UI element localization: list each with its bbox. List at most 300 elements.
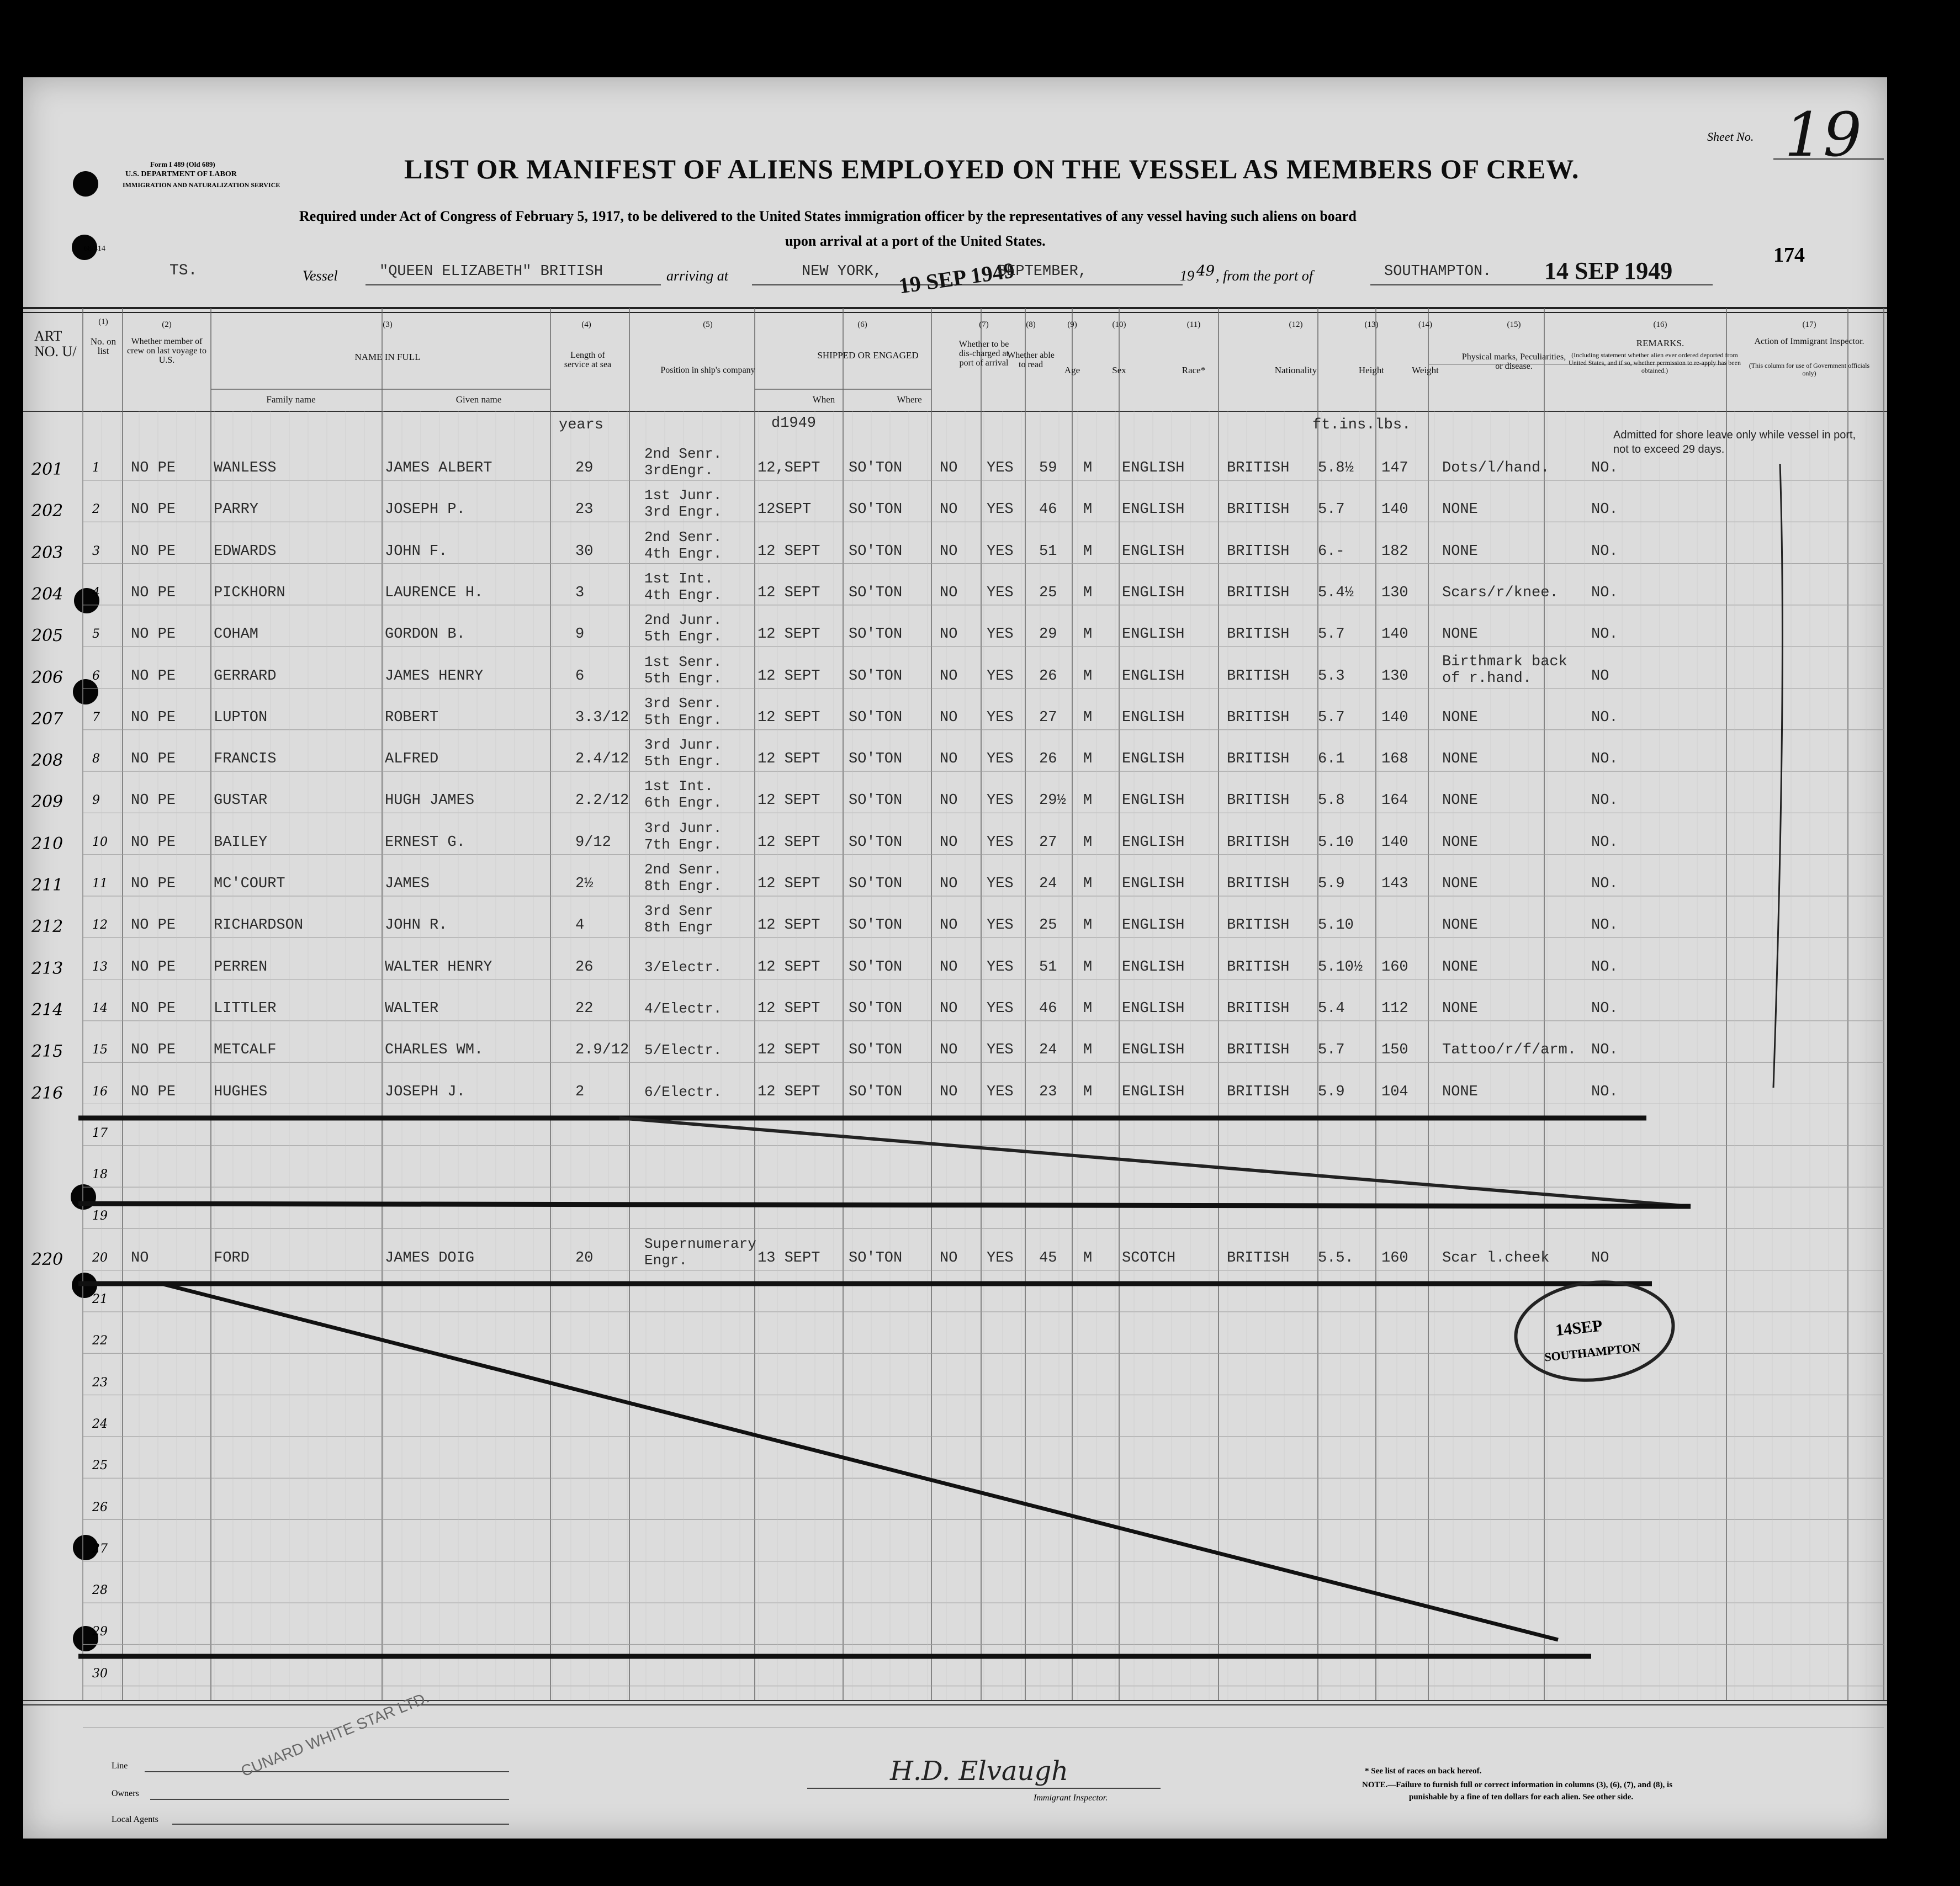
- cell-sex: M: [1083, 460, 1093, 476]
- col-header-15: Physical marks, Peculiarities, or disease.: [1461, 352, 1566, 371]
- cell-remarks: NO.: [1591, 876, 1618, 892]
- agents-label: Local Agents: [112, 1815, 158, 1824]
- col-header-14-number: (14): [1418, 320, 1432, 329]
- cell-shipped-when: 12SEPT: [757, 501, 812, 518]
- cell-family-name: PERREN: [214, 958, 268, 976]
- cell-race: ENGLISH: [1122, 460, 1185, 476]
- cell-position: 1st Senr.: [644, 653, 722, 670]
- cell-family-name: FRANCIS: [214, 751, 277, 768]
- cell-able-to-read: YES: [987, 751, 1014, 768]
- year-suffix: 49: [1196, 263, 1215, 279]
- cell-age: 59: [1039, 460, 1057, 476]
- cell-family-name: LITTLER: [214, 1000, 277, 1017]
- cell-list-number: 24: [92, 1417, 108, 1431]
- cell-position: Supernumerary: [644, 1235, 756, 1252]
- cell-shipped-when: 12 SEPT: [757, 958, 820, 976]
- cell-shipped-when: 13 SEPT: [757, 1249, 820, 1267]
- cell-art-number: 211: [31, 876, 63, 895]
- cell-given-name: JOSEPH J.: [385, 1083, 465, 1100]
- cell-race: ENGLISH: [1122, 501, 1185, 518]
- cell-service-length: 23: [575, 501, 594, 518]
- cell-previous-voyage: NO PE: [131, 667, 176, 685]
- cell-discharge: NO: [940, 460, 958, 476]
- cell-shipped-when: 12 SEPT: [757, 709, 820, 726]
- cell-art-number: 209: [31, 792, 63, 812]
- cell-art-number: 212: [31, 917, 63, 937]
- cell-discharge: NO: [940, 958, 958, 976]
- cell-position-line2: 4th Engr.: [644, 545, 722, 562]
- cell-service-length: 9: [575, 626, 585, 643]
- cell-able-to-read: YES: [987, 667, 1014, 685]
- cell-family-name: HUGHES: [214, 1083, 268, 1100]
- cell-sex: M: [1083, 917, 1093, 934]
- cell-race: SCOTCH: [1122, 1249, 1176, 1267]
- cell-position: 1st Int.: [644, 778, 713, 795]
- cell-shipped-when: 12 SEPT: [757, 834, 820, 851]
- cell-age: 51: [1039, 543, 1057, 560]
- col-header-10: Sex: [1112, 365, 1126, 375]
- cell-list-number: 10: [92, 835, 108, 849]
- col-header-4: Length of service at sea: [564, 351, 612, 369]
- cell-given-name: JOHN R.: [385, 917, 448, 934]
- col-header-1-number: (1): [98, 317, 108, 326]
- cell-service-length: 2½: [575, 876, 594, 892]
- cell-art-number: 206: [31, 667, 63, 687]
- cell-art-number: 213: [31, 958, 63, 978]
- col-header-4-number: (4): [581, 320, 591, 329]
- cell-list-number: 12: [92, 918, 108, 933]
- vessel-prefix: TS.: [169, 262, 198, 279]
- cell-remarks: NO.: [1591, 543, 1618, 560]
- col-header-9-number: (9): [1067, 320, 1077, 329]
- cell-able-to-read: YES: [987, 501, 1014, 518]
- cell-previous-voyage: NO PE: [131, 792, 176, 809]
- col-header-16: REMARKS.: [1636, 338, 1684, 348]
- cell-position-line2: 6th Engr.: [644, 794, 722, 812]
- cell-shipped-when: 12 SEPT: [757, 792, 820, 809]
- cell-position: 3rd Junr.: [644, 737, 722, 754]
- cell-race: ENGLISH: [1122, 709, 1185, 726]
- cell-nationality: BRITISH: [1227, 543, 1290, 560]
- cell-sex: M: [1083, 1000, 1093, 1017]
- cell-list-number: 8: [92, 752, 100, 766]
- cell-list-number: 30: [92, 1666, 108, 1681]
- cancel-stroke: [78, 1204, 1691, 1206]
- cell-weight: 143: [1381, 876, 1408, 892]
- cell-given-name: JOSEPH P.: [385, 501, 465, 518]
- cell-list-number: 1: [92, 461, 100, 475]
- cell-weight: 140: [1381, 834, 1408, 851]
- col-header-art: ART NO. U/: [34, 328, 77, 359]
- cell-nationality: BRITISH: [1227, 792, 1290, 809]
- sheet-label: Sheet No.: [1707, 130, 1754, 144]
- cell-physical-marks-line2: of r.hand.: [1442, 670, 1532, 687]
- from-port-label: , from the port of: [1216, 268, 1313, 284]
- cell-list-number: 26: [92, 1500, 108, 1514]
- cell-height: 5.8½: [1318, 460, 1354, 476]
- arrival-date-stamp: 19 SEP 1949: [897, 257, 1016, 299]
- cell-previous-voyage: NO PE: [131, 834, 176, 851]
- cell-able-to-read: YES: [987, 1249, 1014, 1267]
- cell-weight: 112: [1381, 1000, 1408, 1017]
- cell-weight: 130: [1381, 667, 1408, 685]
- cell-age: 24: [1039, 876, 1057, 892]
- cell-list-number: 16: [92, 1084, 108, 1099]
- cell-given-name: JAMES ALBERT: [385, 460, 492, 476]
- cell-height: 5.7: [1318, 626, 1345, 643]
- cell-position: 5/Electr.: [644, 1042, 722, 1059]
- col-header-3b: Given name: [455, 394, 502, 405]
- cell-physical-marks: NONE: [1442, 1000, 1478, 1017]
- oval-stamp-bottom: SOUTHAMPTON: [1544, 1340, 1641, 1364]
- cell-list-number: 15: [92, 1043, 108, 1057]
- cell-physical-marks: Tattoo/r/f/arm.: [1442, 1042, 1577, 1059]
- cell-remarks: NO.: [1591, 584, 1618, 601]
- cell-given-name: LAURENCE H.: [385, 584, 484, 601]
- cell-given-name: CHARLES WM.: [385, 1042, 484, 1059]
- year-prefix: 19: [1180, 268, 1194, 284]
- cell-previous-voyage: NO PE: [131, 958, 176, 976]
- cell-race: ENGLISH: [1122, 1000, 1185, 1017]
- cell-sex: M: [1083, 501, 1093, 518]
- cell-given-name: JAMES: [385, 876, 430, 892]
- cell-able-to-read: YES: [987, 834, 1014, 851]
- cell-remarks: NO.: [1591, 1042, 1618, 1059]
- cell-shipped-where: SO'TON: [849, 543, 903, 560]
- cell-discharge: NO: [940, 709, 958, 726]
- cell-discharge: NO: [940, 751, 958, 768]
- cell-shipped-where: SO'TON: [849, 917, 903, 934]
- cell-shipped-when: 12 SEPT: [757, 626, 820, 643]
- cell-position-line2: 7th Engr.: [644, 836, 722, 853]
- cell-previous-voyage: NO PE: [131, 709, 176, 726]
- col-header-11: Race*: [1182, 365, 1206, 375]
- cell-position-line2: 5th Engr.: [644, 670, 722, 687]
- cell-previous-voyage: NO PE: [131, 1000, 176, 1017]
- cell-shipped-where: SO'TON: [849, 751, 903, 768]
- cell-remarks: NO.: [1591, 626, 1618, 643]
- cell-physical-marks: Birthmark back: [1442, 653, 1567, 670]
- cell-art-number: 215: [31, 1042, 63, 1062]
- cell-race: ENGLISH: [1122, 543, 1185, 560]
- cell-sex: M: [1083, 792, 1093, 809]
- cell-physical-marks: NONE: [1442, 792, 1478, 809]
- cell-position-line2: 4th Engr.: [644, 586, 722, 603]
- cell-height: 5.3: [1318, 667, 1345, 685]
- cell-physical-marks: NONE: [1442, 1083, 1478, 1100]
- cell-list-number: 4: [92, 585, 100, 600]
- cell-age: 25: [1039, 584, 1057, 601]
- cell-shipped-where: SO'TON: [849, 876, 903, 892]
- cell-family-name: LUPTON: [214, 709, 268, 726]
- cell-sex: M: [1083, 667, 1093, 685]
- col-header-11-number: (11): [1186, 320, 1201, 329]
- col-header-12-number: (12): [1289, 320, 1303, 329]
- cell-remarks: NO: [1591, 1249, 1609, 1267]
- cell-weight: 104: [1381, 1083, 1408, 1100]
- cell-discharge: NO: [940, 584, 958, 601]
- line-underline: [145, 1771, 509, 1772]
- col-header-6b: Where: [897, 394, 922, 405]
- cell-physical-marks: NONE: [1442, 834, 1478, 851]
- cell-service-length: 20: [575, 1249, 594, 1267]
- cell-previous-voyage: NO PE: [131, 584, 176, 601]
- arriving-port: NEW YORK,: [802, 263, 882, 280]
- vessel-label: Vessel: [303, 268, 338, 284]
- cell-weight: 130: [1381, 584, 1408, 601]
- cell-position-line2: Engr.: [644, 1252, 688, 1269]
- cell-nationality: BRITISH: [1227, 917, 1290, 934]
- cell-previous-voyage: NO PE: [131, 626, 176, 643]
- cell-nationality: BRITISH: [1227, 460, 1290, 476]
- col-header-9: Age: [1064, 365, 1080, 375]
- cell-position: 3/Electr.: [644, 958, 722, 976]
- cell-art-number: 208: [31, 751, 63, 771]
- cell-remarks: NO.: [1591, 958, 1618, 976]
- cell-remarks: NO.: [1591, 501, 1618, 518]
- footnote-penalty: NOTE.—Failure to furnish full or correct information in columns (3), (6), (7), and (8), is: [1362, 1781, 1673, 1789]
- cell-race: ENGLISH: [1122, 792, 1185, 809]
- col-header-1: No. on list: [90, 336, 116, 356]
- inspector-note: Admitted for shore leave only while vessel in port, not to exceed 29 days.: [1613, 429, 1856, 455]
- cell-list-number: 21: [92, 1292, 108, 1306]
- cell-sex: M: [1083, 876, 1093, 892]
- cell-position: 2nd Senr.: [644, 861, 722, 878]
- cell-position-line2: 8th Engr: [644, 919, 713, 936]
- cell-position-line2: 3rd Engr.: [644, 504, 722, 521]
- cell-family-name: RICHARDSON: [214, 917, 304, 934]
- cell-height: 5.5.: [1318, 1249, 1354, 1267]
- cell-position-line2: 5th Engr.: [644, 753, 722, 770]
- cell-given-name: WALTER HENRY: [385, 958, 492, 976]
- cell-weight: 140: [1381, 501, 1408, 518]
- form-department: U.S. DEPARTMENT OF LABOR: [125, 170, 237, 178]
- cell-nationality: BRITISH: [1227, 751, 1290, 768]
- cell-family-name: PICKHORN: [214, 584, 285, 601]
- col-header-12: Nationality: [1274, 365, 1317, 375]
- cell-art-number: 207: [31, 709, 63, 729]
- cell-remarks: NO.: [1591, 834, 1618, 851]
- cell-nationality: BRITISH: [1227, 876, 1290, 892]
- sheet-number: 19: [1784, 99, 1862, 170]
- cell-list-number: 7: [92, 710, 100, 724]
- cell-age: 27: [1039, 709, 1057, 726]
- cell-art-number: 220: [31, 1249, 63, 1269]
- cell-remarks: NO.: [1591, 460, 1618, 476]
- cell-art-number: 214: [31, 1000, 63, 1020]
- cell-able-to-read: YES: [987, 876, 1014, 892]
- cell-weight: 160: [1381, 958, 1408, 976]
- col-header-3a: Family name: [266, 394, 316, 405]
- line-label: Line: [112, 1761, 128, 1771]
- cell-list-number: 20: [92, 1251, 108, 1265]
- cell-remarks: NO.: [1591, 792, 1618, 809]
- col-header-17-number: (17): [1802, 320, 1816, 329]
- arrival-month: SEPTEMBER,: [998, 263, 1088, 280]
- signature-underline: [807, 1788, 1161, 1789]
- cell-sex: M: [1083, 834, 1093, 851]
- year-shipped: d1949: [771, 415, 817, 432]
- cell-previous-voyage: NO PE: [131, 543, 176, 560]
- cell-discharge: NO: [940, 1042, 958, 1059]
- cell-height: 5.8: [1318, 792, 1345, 809]
- cell-shipped-where: SO'TON: [849, 792, 903, 809]
- cell-race: ENGLISH: [1122, 834, 1185, 851]
- cell-discharge: NO: [940, 543, 958, 560]
- cell-age: 25: [1039, 917, 1057, 934]
- height-weight-units: ft.ins.lbs.: [1312, 417, 1411, 433]
- cell-shipped-where: SO'TON: [849, 1249, 903, 1267]
- cell-given-name: HUGH JAMES: [385, 792, 475, 809]
- cell-service-length: 3: [575, 584, 585, 601]
- cell-height: 6.-: [1318, 543, 1345, 560]
- cell-remarks: NO: [1591, 667, 1609, 685]
- cell-position: 1st Junr.: [644, 487, 722, 504]
- cell-service-length: 29: [575, 460, 594, 476]
- cell-given-name: WALTER: [385, 1000, 439, 1017]
- cell-shipped-where: SO'TON: [849, 501, 903, 518]
- cell-shipped-where: SO'TON: [849, 460, 903, 476]
- col-header-2: Whether member of crew on last voyage to U.S.: [127, 337, 206, 365]
- cell-service-length: 30: [575, 543, 594, 560]
- cell-position: 2nd Junr.: [644, 612, 722, 629]
- cancel-stroke: [619, 1118, 1691, 1206]
- cell-nationality: BRITISH: [1227, 626, 1290, 643]
- cell-age: 51: [1039, 958, 1057, 976]
- cell-given-name: ROBERT: [385, 709, 439, 726]
- cell-family-name: WANLESS: [214, 460, 277, 476]
- cell-service-length: 22: [575, 1000, 594, 1017]
- manifest-sheet: [23, 77, 1887, 1839]
- oval-stamp-date: 14SEP: [1554, 1316, 1603, 1340]
- col-header-7-number: (7): [979, 320, 989, 329]
- cell-age: 23: [1039, 1083, 1057, 1100]
- cell-nationality: BRITISH: [1227, 1083, 1290, 1100]
- cell-art-number: 205: [31, 626, 63, 646]
- cell-shipped-when: 12 SEPT: [757, 584, 820, 601]
- cell-shipped-when: 12 SEPT: [757, 917, 820, 934]
- cell-shipped-when: 12 SEPT: [757, 876, 820, 892]
- cell-shipped-when: 12 SEPT: [757, 751, 820, 768]
- cell-physical-marks: NONE: [1442, 543, 1478, 560]
- col-header-10-number: (10): [1112, 320, 1126, 329]
- cell-height: 5.4½: [1318, 584, 1354, 601]
- cell-physical-marks: NONE: [1442, 626, 1478, 643]
- col-header-6-number: (6): [857, 320, 867, 329]
- cell-height: 5.4: [1318, 1000, 1345, 1017]
- col-header-2-number: (2): [162, 320, 172, 329]
- cell-shipped-where: SO'TON: [849, 1083, 903, 1100]
- cell-position: 2nd Senr.: [644, 446, 722, 462]
- cell-physical-marks: NONE: [1442, 917, 1478, 934]
- cell-race: ENGLISH: [1122, 626, 1185, 643]
- cell-race: ENGLISH: [1122, 751, 1185, 768]
- cell-weight: 150: [1381, 1042, 1408, 1059]
- cell-family-name: COHAM: [214, 626, 259, 643]
- cell-weight: 168: [1381, 751, 1408, 768]
- cell-given-name: JAMES DOIG: [385, 1249, 475, 1267]
- cell-nationality: BRITISH: [1227, 958, 1290, 976]
- cell-shipped-where: SO'TON: [849, 584, 903, 601]
- cell-weight: 140: [1381, 626, 1408, 643]
- cell-given-name: JAMES HENRY: [385, 667, 484, 685]
- cell-position: 3rd Senr: [644, 903, 713, 920]
- cell-race: ENGLISH: [1122, 917, 1185, 934]
- cell-sex: M: [1083, 1249, 1093, 1267]
- cell-sex: M: [1083, 1042, 1093, 1059]
- cell-shipped-when: 12 SEPT: [757, 1083, 820, 1100]
- col-header-6a: When: [812, 394, 835, 405]
- cell-position: 1st Int.: [644, 570, 713, 587]
- cell-able-to-read: YES: [987, 792, 1014, 809]
- footnote-penalty-2: punishable by a fine of ten dollars for each alien. See other side.: [1409, 1793, 1634, 1802]
- cell-given-name: GORDON B.: [385, 626, 465, 643]
- agents-underline: [172, 1824, 509, 1825]
- cell-service-length: 6: [575, 667, 585, 685]
- cell-able-to-read: YES: [987, 460, 1014, 476]
- cell-previous-voyage: NO PE: [131, 917, 176, 934]
- cell-shipped-when: 12,SEPT: [757, 460, 820, 476]
- cell-position-line2: 5th Engr.: [644, 711, 722, 728]
- cell-nationality: BRITISH: [1227, 667, 1290, 685]
- cell-list-number: 22: [92, 1334, 108, 1348]
- cell-height: 5.9: [1318, 876, 1345, 892]
- cell-list-number: 9: [92, 793, 100, 808]
- col-header-13: Height: [1358, 365, 1385, 375]
- cell-service-length: 2.9/12: [575, 1042, 629, 1059]
- cell-previous-voyage: NO PE: [131, 876, 176, 892]
- cell-shipped-where: SO'TON: [849, 1042, 903, 1059]
- cell-height: 5.10: [1318, 834, 1354, 851]
- cell-height: 5.10½: [1318, 958, 1363, 976]
- cell-list-number: 28: [92, 1583, 108, 1598]
- cell-family-name: GERRARD: [214, 667, 277, 685]
- cell-physical-marks: NONE: [1442, 501, 1478, 518]
- cell-position: 4/Electr.: [644, 1000, 722, 1017]
- stamp-number: 174: [1773, 243, 1805, 267]
- cell-shipped-when: 12 SEPT: [757, 1042, 820, 1059]
- signature-caption: Immigrant Inspector.: [1034, 1793, 1108, 1803]
- page-subtitle-1: Required under Act of Congress of February 5, 1917, to be delivered to the United States immigration officer by the representatives of any vessel having such aliens on board: [299, 208, 1357, 224]
- cell-given-name: ALFRED: [385, 751, 439, 768]
- cell-service-length: 4: [575, 917, 585, 934]
- cell-family-name: GUSTAR: [214, 792, 268, 809]
- departure-date-stamp: 14 SEP 1949: [1544, 257, 1673, 284]
- cell-position: 3rd Junr.: [644, 819, 722, 836]
- cell-remarks: NO.: [1591, 1083, 1618, 1100]
- arriving-label: arriving at: [666, 268, 728, 284]
- cell-discharge: NO: [940, 1249, 958, 1267]
- cell-age: 27: [1039, 834, 1057, 851]
- cell-service-length: 3.3/12: [575, 709, 629, 726]
- form-service: IMMIGRATION AND NATURALIZATION SERVICE: [123, 181, 280, 189]
- cell-discharge: NO: [940, 667, 958, 685]
- cell-position-line2: 5th Engr.: [644, 628, 722, 645]
- cell-height: 6.1: [1318, 751, 1345, 768]
- cell-height: 5.7: [1318, 1042, 1345, 1059]
- cell-discharge: NO: [940, 876, 958, 892]
- cell-race: ENGLISH: [1122, 1042, 1185, 1059]
- cell-art-number: 202: [31, 501, 63, 521]
- col-header-3-number: (3): [383, 320, 393, 329]
- cell-age: 29½: [1039, 792, 1066, 809]
- cell-list-number: 19: [92, 1209, 108, 1223]
- col-header-3: NAME IN FULL: [354, 352, 421, 362]
- cell-art-number: 216: [31, 1083, 63, 1103]
- inspector-signature: H.D. Elvaugh: [890, 1756, 1069, 1787]
- cell-list-number: 5: [92, 627, 100, 642]
- cell-shipped-where: SO'TON: [849, 958, 903, 976]
